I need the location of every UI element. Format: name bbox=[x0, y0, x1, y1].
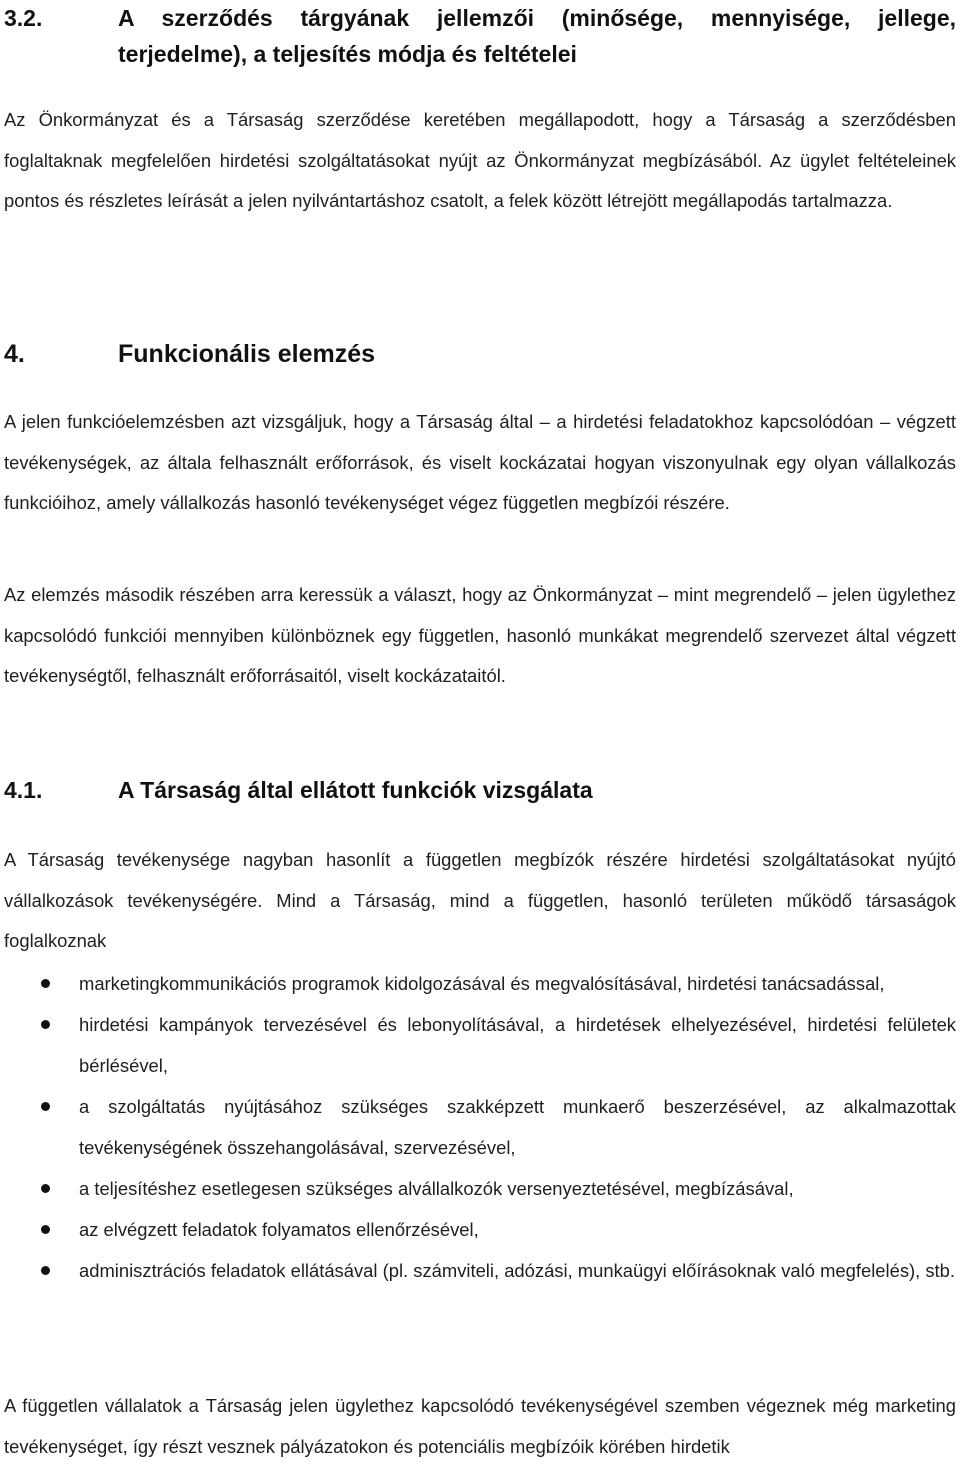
list-item-text: a teljesítéshez esetlegesen szükséges alvállalkozók versenyeztetésével, megbízásával, bbox=[79, 1178, 794, 1199]
list-item-text: marketingkommunikációs programok kidolgozásával és megvalósításával, hirdetési tanácsadással, bbox=[79, 973, 885, 994]
section-3-2-title: A szerződés tárgyának jellemzői (minősége, mennyisége, jellege, terjedelme), a teljesítés módja és feltételei bbox=[118, 5, 956, 67]
section-4-title: Funkcionális elemzés bbox=[118, 340, 376, 368]
list-item-text: hirdetési kampányok tervezésével és lebonyolításával, a hirdetések elhelyezésével, hirdetési felületek bérlésével, bbox=[79, 1014, 956, 1076]
section-3-2-paragraph: Az Önkormányzat és a Társaság szerződése keretében megállapodott, hogy a Társaság a szerződésben foglaltaknak megfelelően hirdetési szolgáltatásokat nyújt az Önkormányzat megbízásából. Az ügylet feltételeinek pontos és részletes leírását a jelen nyilvántartáshoz csatolt, a felek között létrejött megállapodás tartalmazza. bbox=[4, 109, 956, 211]
section-4-1-heading bbox=[4, 772, 956, 808]
list-item bbox=[4, 963, 956, 1004]
list-item bbox=[4, 1086, 956, 1168]
bullet-icon bbox=[41, 1266, 50, 1275]
section-4-1-title: A Társaság által ellátott funkciók vizsgálata bbox=[118, 777, 593, 803]
section-4-1-closing: A független vállalatok a Társaság jelen ügylethez kapcsolódó tevékenységével szemben végeznek még marketing tevékenységet, így részt vesznek pályázatokon és potenciális megbízóik körében hirdetik bbox=[4, 1395, 956, 1457]
list-item bbox=[4, 1004, 956, 1086]
bullet-icon bbox=[41, 979, 50, 988]
bullet-icon bbox=[41, 1184, 50, 1193]
list-item-text: a szolgáltatás nyújtásához szükséges szakképzett munkaerő beszerzésével, az alkalmazottak tevékenységének összehangolásával, szervezésével, bbox=[79, 1096, 956, 1158]
section-4-1-intro: A Társaság tevékenysége nagyban hasonlít a független megbízók részére hirdetési szolgáltatásokat nyújtó vállalkozások tevékenységére. Mind a Társaság, mind a független, hasonló területen működő társaságok foglalkoznak bbox=[4, 849, 956, 951]
list-item bbox=[4, 1168, 956, 1209]
bullet-icon bbox=[41, 1225, 50, 1234]
list-item-text: adminisztrációs feladatok ellátásával (pl. számviteli, adózási, munkaügyi előírásoknak való megfelelés), stb. bbox=[79, 1260, 956, 1281]
list-item-text: az elvégzett feladatok folyamatos ellenőrzésével, bbox=[79, 1219, 479, 1240]
bullet-icon bbox=[41, 1102, 50, 1111]
section-4-heading bbox=[4, 336, 956, 372]
section-4-paragraph-1: A jelen funkcióelemzésben azt vizsgáljuk, hogy a Társaság által – a hirdetési feladatokhoz kapcsolódóan – végzett tevékenységek, az általa felhasznált erőforrások, és viselt kockázatai hogyan viszonyulnak egy olyan vállalkozás funkcióihoz, amely vállalkozás hasonló tevékenységet végez független megbízói részére. bbox=[4, 411, 956, 513]
functions-bullet-list bbox=[4, 963, 956, 1291]
bullet-icon bbox=[41, 1020, 50, 1029]
section-4-number: 4. bbox=[4, 340, 25, 368]
section-3-2-heading bbox=[4, 0, 956, 72]
list-item bbox=[4, 1250, 956, 1291]
section-4-1-number: 4.1. bbox=[4, 777, 43, 803]
section-4-paragraph-2: Az elemzés második részében arra keressük a választ, hogy az Önkormányzat – mint megrendelő – jelen ügylethez kapcsolódó funkciói mennyiben különböznek egy független, hasonló munkákat megrendelő szervezet által végzett tevékenységtől, felhasznált erőforrásaitól, viselt kockázataitól. bbox=[4, 584, 956, 686]
list-item bbox=[4, 1209, 956, 1250]
section-3-2-number: 3.2. bbox=[4, 5, 43, 31]
